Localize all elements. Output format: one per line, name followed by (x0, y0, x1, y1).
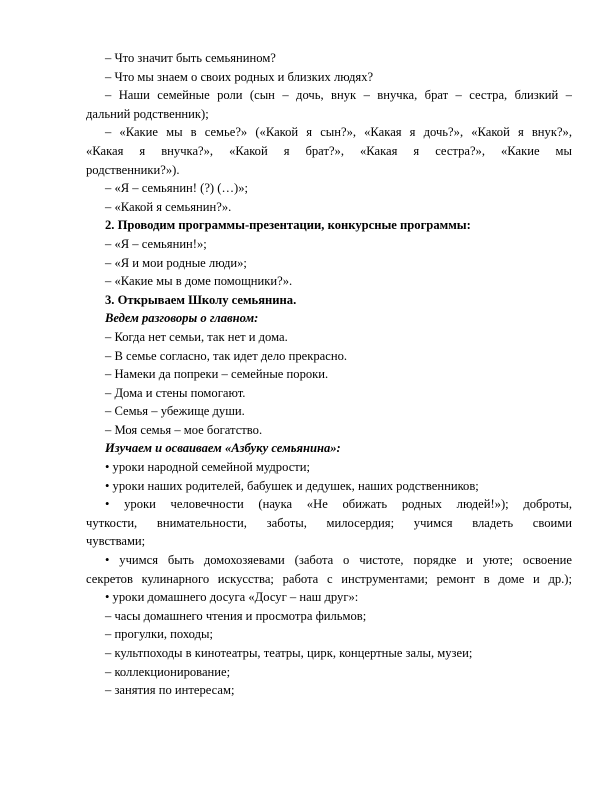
text-line: – Что мы знаем о своих родных и близких людях? (105, 69, 374, 84)
text-line: • уроки народной семейной мудрости; (105, 460, 311, 475)
text-line: – «Какие мы в доме помощники?». (105, 274, 293, 289)
text-line: – прогулки, походы; (105, 627, 213, 642)
text-line: – коллекционирование; (105, 664, 231, 679)
text-line: – «Какие мы в семье?» («Какой я сын?», «Какая я дочь?», «Какой я внук?», (105, 125, 572, 140)
text-line: – Наши семейные роли (сын – дочь, внук – внучка, брат – сестра, близкий – (105, 88, 572, 103)
text-line: • уроки наших родителей, бабушек и дедушек, наших родственников; (105, 478, 479, 493)
document-body (86, 49, 572, 700)
text-line: – «Я – семьянин! (?) (…)»; (105, 181, 249, 196)
text-line: – Когда нет семьи, так нет и дома. (105, 329, 288, 344)
section-heading: 2. Проводим программы-презентации, конкурсные программы: (105, 218, 471, 233)
text-line: – «Я – семьянин!»; (105, 236, 207, 251)
text-line: – часы домашнего чтения и просмотра фильмов; (105, 608, 367, 623)
text-line: – Дома и стены помогают. (105, 385, 246, 400)
text-line: чуткости, внимательности, заботы, милосердия; учимся владеть своими (86, 515, 572, 530)
text-line: • уроки человечности (наука «Не обижать родных людей!»); доброты, (105, 497, 572, 512)
section-heading: 3. Открываем Школу семьянина. (105, 292, 297, 307)
text-line: – В семье согласно, так идет дело прекрасно. (105, 348, 348, 363)
text-line: – Что значит быть семьянином? (105, 51, 276, 65)
text-line: родственники?»). (86, 162, 180, 177)
text-line: – культпоходы в кинотеатры, театры, цирк, концертные залы, музеи; (105, 646, 473, 660)
text-line: • уроки домашнего досуга «Досуг – наш друг»: (105, 590, 359, 605)
text-line: чувствами; (86, 534, 146, 549)
text-line: – «Я и мои родные люди»; (105, 255, 247, 270)
text-line: – Намеки да попреки – семейные пороки. (105, 367, 329, 382)
text-line: • учимся быть домохозяевами (забота о чистоте, порядке и уюте; освоение (105, 553, 572, 568)
subsection-heading: Изучаем и осваиваем «Азбуку семьянина»: (105, 441, 341, 456)
text-line: секретов кулинарного искусства; работа с инструментами; ремонт в доме и др.); (86, 571, 572, 586)
text-line: – «Какой я семьянин?». (105, 199, 232, 214)
text-line: дальний родственник); (86, 106, 209, 121)
text-line: – занятия по интересам; (105, 683, 235, 698)
subsection-heading: Ведем разговоры о главном: (105, 311, 259, 326)
text-line: – Моя семья – мое богатство. (105, 422, 263, 437)
text-line: – Семья – убежище души. (105, 404, 245, 419)
text-line: «Какая я внучка?», «Какой я брат?», «Какая я сестра?», «Какие мы (86, 143, 572, 158)
